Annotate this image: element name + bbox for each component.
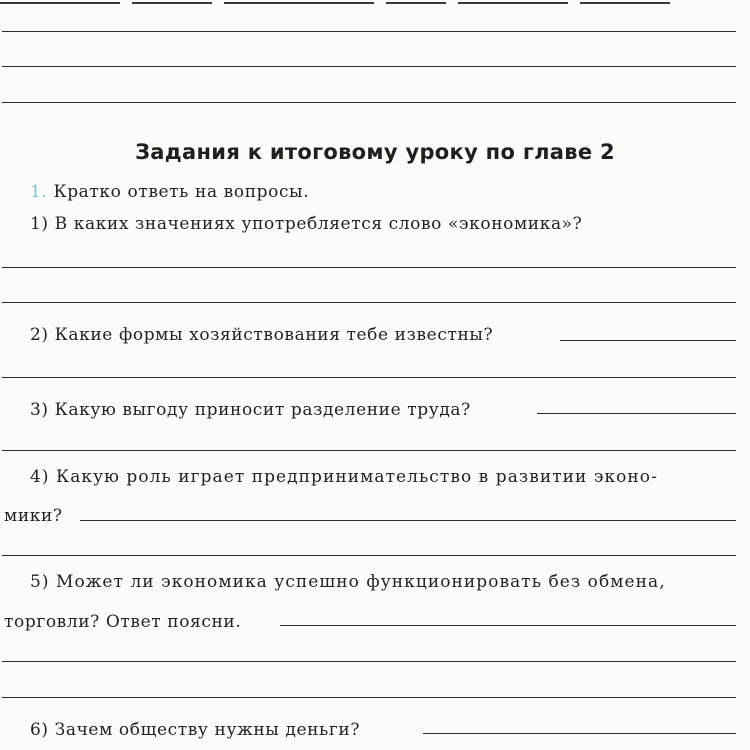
answer-line[interactable] — [2, 661, 736, 662]
answer-line[interactable] — [2, 31, 736, 32]
cut-off-text-fragment — [0, 0, 736, 4]
answer-line[interactable] — [2, 555, 736, 556]
question-2: 2) Какие формы хозяйствования тебе известны? — [30, 325, 494, 345]
answer-line[interactable] — [2, 697, 736, 698]
question-6: 6) Зачем обществу нужны деньги? — [30, 720, 361, 740]
answer-line[interactable] — [2, 102, 736, 103]
answer-line[interactable] — [2, 302, 736, 303]
question-5-line-2: торговли? Ответ поясни. — [4, 612, 242, 632]
question-4-line-1: 4) Какую роль играет предпринимательство в развитии эконо- — [30, 467, 658, 487]
task-number: 1. — [30, 182, 48, 202]
question-1: 1) В каких значениях употребляется слово «экономика»? — [30, 214, 583, 234]
answer-line[interactable] — [80, 520, 736, 521]
question-3: 3) Какую выгоду приносит разделение труда? — [30, 400, 471, 420]
answer-line[interactable] — [2, 66, 736, 67]
task-instruction: Кратко ответь на вопросы. — [53, 182, 310, 202]
answer-line[interactable] — [560, 340, 736, 341]
answer-line[interactable] — [2, 377, 736, 378]
task-1-header — [30, 182, 309, 202]
question-4-line-2: мики? — [4, 506, 63, 526]
question-5-line-1: 5) Может ли экономика успешно функционировать без обмена, — [30, 572, 666, 592]
answer-line[interactable] — [2, 450, 736, 451]
section-title: Задания к итоговому уроку по главе 2 — [135, 140, 615, 164]
answer-line[interactable] — [280, 625, 736, 626]
answer-line[interactable] — [2, 267, 736, 268]
answer-line[interactable] — [537, 413, 736, 414]
answer-line[interactable] — [423, 733, 736, 734]
